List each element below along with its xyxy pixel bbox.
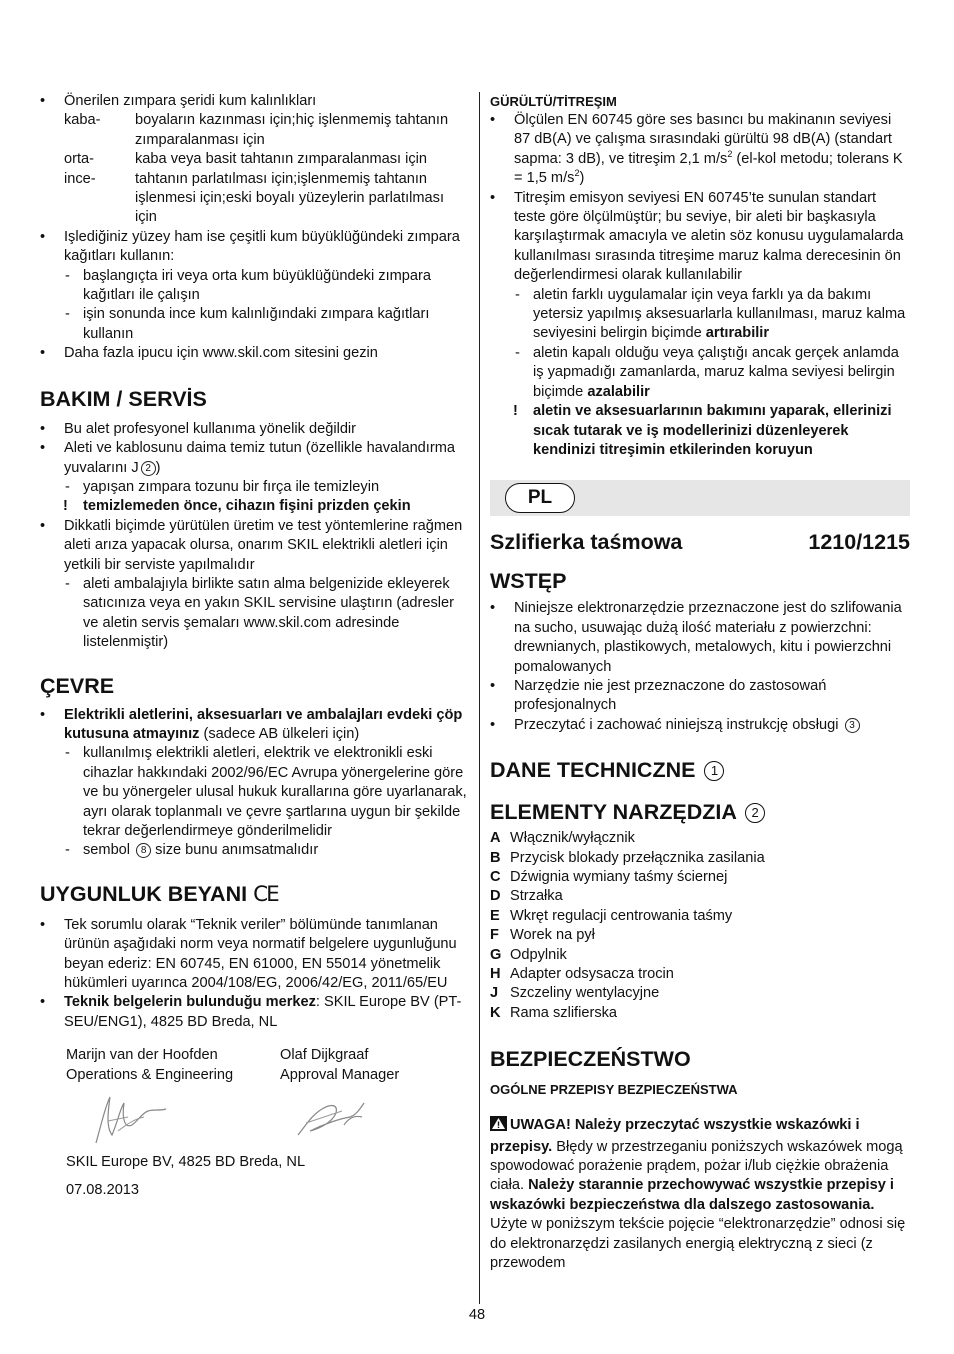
part-label: Adapter odsysacza trocin — [510, 966, 674, 982]
list-item — [490, 926, 910, 945]
part-label: Włącznik/wyłącznik — [510, 830, 635, 847]
part-key: E — [490, 907, 500, 924]
item-text: aletin farklı uygulamalar için veya farklı ya da bakımı yetersiz yapılmış aksesuarlarla kullanılması, maruz kalma seviyesini belirgin biçimde — [533, 286, 906, 342]
part-key: C — [490, 868, 501, 885]
part-label: Dźwignia wymiany taśmy ściernej — [510, 868, 728, 885]
heading-text: UYGUNLUK BEYANI — [40, 881, 248, 906]
signatories — [40, 1046, 468, 1085]
item-text: sembol — [83, 842, 131, 859]
product-name: Szlifierka taśmowa — [490, 530, 683, 555]
ref-number-icon: 2 — [745, 803, 765, 823]
part-label: Rama szlifierska — [510, 1004, 618, 1021]
list-item — [490, 829, 910, 848]
item-text: Błędy w przestrzeganiu poniższych wskazówek mogą spowodować porażenie prądem, pożar i/lub ciężkie obrażenia ciała. — [490, 1138, 903, 1194]
list-item — [490, 887, 910, 906]
parts-list — [490, 829, 910, 1023]
part-label: Strzałka — [510, 888, 563, 905]
safety-paragraph — [490, 1116, 910, 1273]
item-text: ) — [579, 170, 585, 187]
sub-item: - yapışan zımpara tozunu bir fırça ile temizleyin — [40, 478, 468, 497]
sub-item: - başlangıçta iri veya orta kum büyüklüğündeki zımpara kağıtları ile çalışın — [40, 267, 468, 306]
item-bold: Teknik belgelerin bulunduğu merkez — [64, 994, 316, 1011]
left-column — [40, 92, 468, 1201]
item-bold: Elektrikli aletlerini, aksesuarları ve ambalajları evdeki çöp kutusuna atmayınız — [64, 706, 463, 742]
heading-text: DANE TECHNICZNE — [490, 758, 696, 783]
signatures — [40, 1085, 468, 1153]
grit-desc: boyaların kazınması için;hiç işlenmemiş tahtanın zımparalanması için — [135, 112, 449, 148]
list-item — [490, 868, 910, 887]
grit-term: ince- — [64, 170, 96, 187]
grit-term: orta- — [64, 151, 95, 168]
item-bold: Należy starannie przechowywać wszystkie przepisy i wskazówki bezpieczeństwa dla dalszego zastosowania. — [490, 1177, 894, 1213]
part-key: H — [490, 966, 501, 982]
list-item — [490, 111, 910, 189]
heading-cevre: ÇEVRE — [40, 673, 115, 698]
list-item — [490, 907, 910, 926]
grit-row-fine — [40, 170, 468, 228]
list-item: • Titreşim emisyon seviyesi EN 60745’te sunulan standart teste göre ölçülmüştür; bu seviye, bir aleti bir başkasıyla karşılaştırmak amacıyla ve aletin söz konusu uygulamalarda kullanılması sırasında titreşime maruz kalma derecesinin ön değerlendirmesi olarak kullanılabilir — [490, 189, 910, 286]
language-badge: PL — [505, 483, 575, 513]
ref-number-icon: 8 — [136, 843, 151, 858]
ref-number-icon: 1 — [704, 761, 724, 781]
signer-role: Approval Manager — [280, 1066, 400, 1083]
heading-bezpieczenstwo: BEZPIECZEŃSTWO — [490, 1047, 691, 1072]
part-key: K — [490, 1004, 501, 1021]
list-item: • Narzędzie nie jest przeznaczone do zastosowań profesjonalnych — [490, 677, 910, 716]
warning-icon — [490, 1116, 507, 1137]
list-item: • Daha fazla ipucu için www.skil.com sitesini gezin — [40, 344, 468, 363]
part-key: D — [490, 888, 501, 905]
list-item — [490, 1004, 910, 1023]
company-address: SKIL Europe BV, 4825 BD Breda, NL — [66, 1154, 306, 1171]
subheading-safety: OGÓLNE PRZEPISY BEZPIECZEŃSTWA — [490, 1082, 738, 1098]
item-text: Przeczytać i zachować niniejszą instrukcję obsługi — [514, 716, 839, 733]
list-item — [490, 965, 910, 984]
grit-row-coarse — [40, 111, 468, 150]
sub-item: - işin sonunda ince kum kalınlığındaki zımpara kağıtları kullanın — [40, 305, 468, 344]
part-key: A — [490, 830, 501, 847]
item-bold: UWAGA! Należy przeczytać wszystkie wskazówki i przepisy. — [490, 1117, 860, 1155]
item-text: Ölçülen EN 60745 göre ses basıncı bu makinanın seviyesi 87 dB(A) ve çalışma sırasındaki gürültü 98 dB(A) (standart sapma: 3 dB), ve titreşim 2,1 m/s — [514, 112, 892, 167]
list-item — [490, 716, 910, 735]
list-item — [490, 946, 910, 965]
list-item — [490, 984, 910, 1003]
item-text: Użyte w poniższym tekście pojęcie “elektronarzędzie” odnosi się do elektronarzędzi zasilanych energią elektryczną z sieci (z przewodem — [490, 1216, 906, 1272]
heading-dane — [490, 757, 910, 783]
item-text: size bunu anımsatmalıdır — [155, 842, 319, 859]
part-label: Odpylnik — [510, 946, 567, 963]
grit-desc: tahtanın parlatılması için;işlenmemiş tahtanın işlenmesi için;eski boyalı yüzeylerin parlatılması için — [135, 170, 445, 226]
ref-number-icon: 3 — [845, 718, 860, 733]
list-item: • Işlediğiniz yüzey ham ise çeşitli kum büyüklüğündeki zımpara kağıtları kullanın: — [40, 228, 468, 267]
item-text: aletin kapalı olduğu veya çalıştığı ancak gerçek anlamda iş yapmadığı zamanlarda, maruz kalma seviyesi belirgin biçimde — [533, 344, 899, 400]
item-bold: artırabilir — [705, 325, 770, 342]
language-bar — [490, 480, 910, 516]
sub-item — [490, 286, 910, 344]
part-label: Szczeliny wentylacyjne — [510, 985, 660, 1002]
part-key: G — [490, 946, 502, 963]
signer-role: Operations & Engineering — [66, 1066, 234, 1083]
part-key: J — [490, 985, 499, 1002]
item-text: (el-kol metodu; tolerans K = 1,5 m/s — [514, 150, 903, 187]
heading-wstep: WSTĘP — [490, 569, 567, 594]
list-item — [490, 849, 910, 868]
sub-item — [490, 344, 910, 402]
page-number: 48 — [468, 1307, 486, 1323]
part-label: Wkręt regulacji centrowania taśmy — [510, 907, 733, 924]
heading-text: ELEMENTY NARZĘDZIA — [490, 800, 737, 825]
item-text: ) — [155, 459, 161, 476]
signer-name: Marijn van der Hoofden — [66, 1047, 218, 1064]
heading-bakim: BAKIM / SERVİS — [40, 386, 207, 411]
part-key: F — [490, 927, 499, 944]
heading-gurultu: GÜRÜLTÜ/TİTREŞIM — [490, 94, 617, 109]
product-model: 1210/1215 — [808, 530, 910, 555]
grit-row-medium — [40, 150, 468, 169]
list-item: • Tek sorumlu olarak “Teknik veriler” bölümünde tanımlanan ürünün aşağıdaki norm veya normatif belgelere uygunluğunu beyan ederiz: EN 60745, EN 61000, EN 55014 yönetmelik hükümleri uyarınca 2004/108/EG, 2006/42/EG, 2011/65/EU — [40, 916, 468, 994]
grit-table — [40, 111, 468, 227]
signer-name: Olaf Dijkgraaf — [280, 1047, 369, 1064]
warning-item: ! aletin ve aksesuarlarının bakımını yaparak, ellerinizi sıcak tutarak ve iş modellerinizi düzenleyerek kendinizi titreşimin etkilerinden koruyun — [490, 402, 910, 460]
part-key: B — [490, 849, 501, 866]
part-label: Przycisk blokady przełącznika zasilania — [510, 849, 765, 866]
list-item — [40, 706, 468, 745]
column-divider — [479, 92, 480, 1304]
ce-mark-icon: CE — [253, 881, 278, 907]
list-item: • Önerilen zımpara şeridi kum kalınlıkları — [40, 92, 468, 111]
sub-item: - kullanılmış elektrikli aletleri, elektrik ve elektronikli eski cihazlar hakkındaki 2002/96/EC Avrupa yönergelerine göre ve bu yönergeler ulusal hukuk kurallarına göre uyarlanarak, ayrı olarak toplanmalı ve çevre şartlarına uygun bir şekilde tekrar değerlendirmeye gönderilmelidir — [40, 744, 468, 841]
signature-image — [88, 1091, 168, 1151]
right-column — [490, 92, 910, 1273]
heading-elementy — [490, 799, 910, 825]
signature-image — [292, 1095, 372, 1145]
part-label: Worek na pył — [510, 927, 595, 944]
list-item: • Niniejsze elektronarzędzie przeznaczone jest do szlifowania na sucho, usuwając dużą ilość materiału z powierzchni: drewnianych, plastikowych, metalowych, kitu i powierzchni pomalowanych — [490, 599, 910, 677]
grit-term: kaba- — [64, 112, 101, 129]
sub-item: - aleti ambalajıyla birlikte satın alma belgenizide ekleyerek satıcınıza veya en yakın SKIL servisine ulaştırın (adresler ve aletin servis şemaları www.skil.com adresinde listelenmiştir) — [40, 575, 468, 653]
list-item — [40, 993, 468, 1032]
grit-desc: kaba veya basit tahtanın zımparalanması için — [135, 151, 428, 168]
list-item: • Bu alet profesyonel kullanıma yönelik değildir — [40, 420, 468, 439]
list-item — [40, 439, 468, 478]
list-item: • Dikkatli biçimde yürütülen üretim ve test yöntemlerine rağmen aleti arıza yapacak olursa, onarım SKIL elektrikli aletleri için yetkili bir serviste yapılmalıdır — [40, 517, 468, 575]
item-text: Aleti ve kablosunu daima temiz tutun (özellikle havalandırma yuvalarını J — [64, 440, 455, 476]
warning-item: ! temizlemeden önce, cihazın fişini prizden çekin — [40, 497, 468, 516]
superscript: 2 — [727, 148, 733, 159]
date: 07.08.2013 — [66, 1182, 140, 1199]
item-bold: azalabilir — [587, 383, 650, 400]
ref-number-icon: 2 — [141, 461, 156, 476]
heading-uygunluk — [40, 881, 468, 908]
superscript: 2 — [574, 168, 580, 179]
item-text: (sadece AB ülkeleri için) — [199, 725, 360, 742]
sub-item — [40, 841, 468, 860]
item-text: : SKIL Europe BV (PT-SEU/ENG1), 4825 BD Breda, NL — [64, 994, 462, 1030]
product-title — [490, 529, 910, 555]
